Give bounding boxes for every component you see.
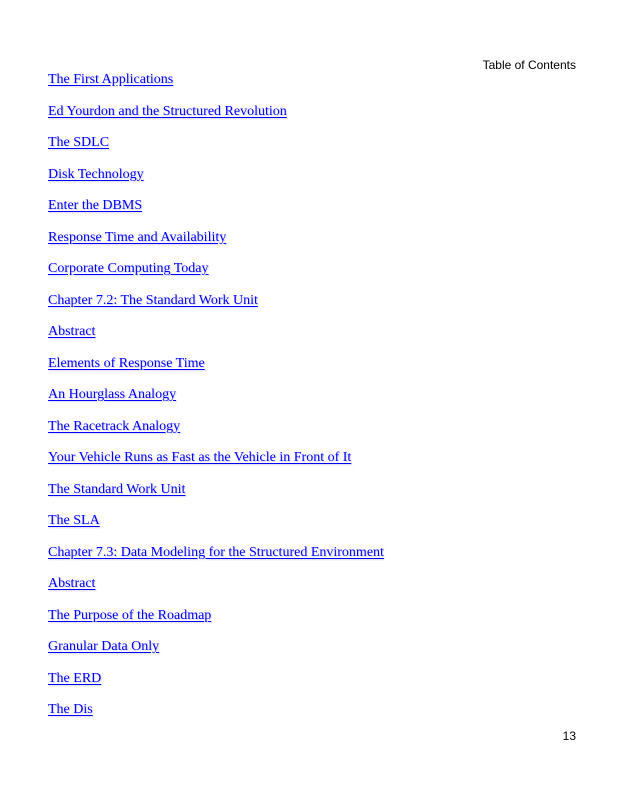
toc-entry [48, 321, 384, 353]
toc-entry [48, 384, 384, 416]
toc-entry [48, 510, 384, 542]
toc-link-dis[interactable]: The Dis [48, 702, 93, 717]
toc-link-abstract[interactable]: Abstract [48, 576, 96, 591]
toc-entry [48, 699, 384, 731]
toc-link-abstract[interactable]: Abstract [48, 324, 96, 339]
toc-entry [48, 416, 384, 448]
toc-link-sla[interactable]: The SLA [48, 513, 100, 528]
toc-link-erd[interactable]: The ERD [48, 670, 102, 686]
toc-link-corporate-computing[interactable]: Corporate Computing Today [48, 261, 209, 276]
toc-link-racetrack-analogy[interactable]: The Racetrack Analogy [48, 418, 181, 434]
toc-link-response-time-availability[interactable]: Response Time and Availability [48, 229, 227, 245]
toc-link-elements-response-time[interactable]: Elements of Response Time [48, 355, 205, 371]
toc-link-sdlc[interactable]: The SDLC [48, 135, 110, 150]
table-of-contents [48, 69, 384, 731]
toc-link-purpose-roadmap[interactable]: The Purpose of the Roadmap [48, 607, 212, 623]
toc-entry [48, 258, 384, 290]
toc-entry [48, 542, 384, 574]
toc-entry [48, 479, 384, 511]
toc-entry [48, 101, 384, 133]
toc-link-disk-technology[interactable]: Disk Technology [48, 166, 144, 182]
toc-link-standard-work-unit[interactable]: The Standard Work Unit [48, 481, 186, 497]
toc-link-chapter-7-3[interactable]: Chapter 7.3: Data Modeling for the Structured Environment [48, 544, 384, 560]
toc-link-hourglass-analogy[interactable]: An Hourglass Analogy [48, 387, 177, 402]
toc-entry [48, 132, 384, 164]
toc-entry [48, 447, 384, 479]
toc-entry [48, 195, 384, 227]
toc-entry [48, 69, 384, 101]
toc-entry [48, 605, 384, 637]
toc-entry [48, 353, 384, 385]
toc-link-granular-data[interactable]: Granular Data Only [48, 639, 160, 654]
toc-entry [48, 290, 384, 322]
toc-entry [48, 573, 384, 605]
toc-entry [48, 164, 384, 196]
running-header: Table of Contents [482, 58, 576, 72]
toc-link-enter-dbms[interactable]: Enter the DBMS [48, 198, 143, 213]
toc-entry [48, 636, 384, 668]
toc-link-vehicle-runs[interactable]: Your Vehicle Runs as Fast as the Vehicle in Front of It [48, 450, 352, 465]
page-number: 13 [562, 729, 576, 743]
toc-link-first-applications[interactable]: The First Applications [48, 72, 174, 87]
toc-link-chapter-7-2[interactable]: Chapter 7.2: The Standard Work Unit [48, 292, 258, 308]
toc-link-ed-yourdon[interactable]: Ed Yourdon and the Structured Revolution [48, 103, 287, 119]
toc-entry [48, 668, 384, 700]
toc-entry [48, 227, 384, 259]
